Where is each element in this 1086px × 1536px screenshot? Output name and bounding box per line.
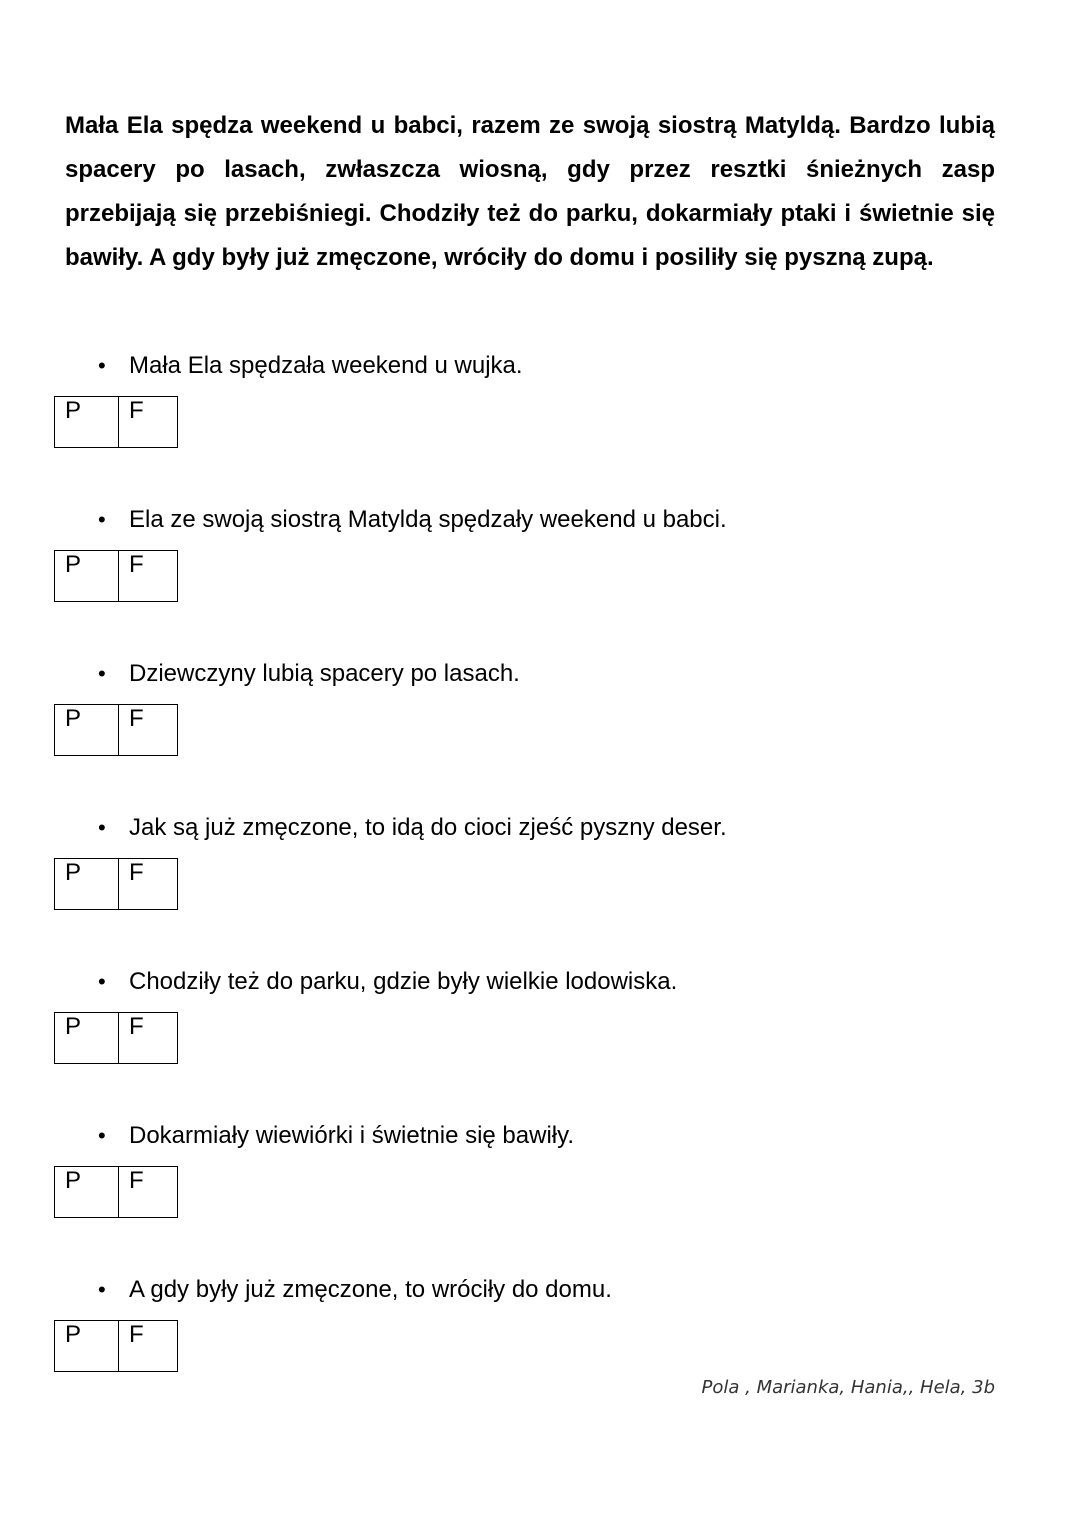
statement-text: Mała Ela spędzała weekend u wujka. xyxy=(129,352,523,379)
true-false-box xyxy=(54,1320,178,1372)
statement xyxy=(98,1272,612,1308)
bullet-icon: • xyxy=(98,507,106,532)
authors-signature: Pola , Marianka, Hania,, Hela, 3b xyxy=(701,1377,995,1398)
question-6 xyxy=(0,1118,1086,1218)
true-option[interactable]: P xyxy=(65,1013,82,1040)
statement xyxy=(98,810,727,846)
false-option[interactable]: F xyxy=(118,397,177,447)
question-1 xyxy=(0,348,1086,448)
true-false-box xyxy=(54,704,178,756)
statement-text: Chodziły też do parku, gdzie były wielkie lodowiska. xyxy=(129,968,678,995)
statement xyxy=(98,502,727,538)
true-option[interactable]: P xyxy=(65,397,82,424)
statement-text: Jak są już zmęczone, to idą do cioci zjeść pyszny deser. xyxy=(129,814,727,841)
true-false-box xyxy=(54,1012,178,1064)
true-option[interactable]: P xyxy=(65,1321,82,1348)
question-5 xyxy=(0,964,1086,1064)
true-option[interactable]: P xyxy=(65,551,82,578)
question-3 xyxy=(0,656,1086,756)
question-4 xyxy=(0,810,1086,910)
bullet-icon: • xyxy=(98,1123,106,1148)
bullet-icon: • xyxy=(98,815,106,840)
statement xyxy=(98,1118,574,1154)
question-7 xyxy=(0,1272,1086,1372)
false-option[interactable]: F xyxy=(118,859,177,909)
statement-text: Dziewczyny lubią spacery po lasach. xyxy=(129,660,520,687)
bullet-icon: • xyxy=(98,969,106,994)
statement xyxy=(98,964,677,1000)
false-option[interactable]: F xyxy=(118,551,177,601)
intro-paragraph: Mała Ela spędza weekend u babci, razem ze swoją siostrą Matyldą. Bardzo lubią spacery po lasach, zwłaszcza wiosną, gdy przez resztki śnieżnych zasp przebijają się przebiśniegi. Chodziły też do parku, dokarmiały ptaki i świetnie się bawiły. A gdy były już zmęczone, wróciły do domu i posiliły się pyszną zupą. xyxy=(65,112,995,271)
false-option[interactable]: F xyxy=(118,1321,177,1371)
false-option[interactable]: F xyxy=(118,1013,177,1063)
true-option[interactable]: P xyxy=(65,859,82,886)
true-false-box xyxy=(54,858,178,910)
true-false-box xyxy=(54,550,178,602)
bullet-icon: • xyxy=(98,1277,106,1302)
statement xyxy=(98,656,520,692)
statement-text: A gdy były już zmęczone, to wróciły do domu. xyxy=(129,1276,612,1303)
false-option[interactable]: F xyxy=(118,705,177,755)
statement xyxy=(98,348,523,384)
statement-text: Ela ze swoją siostrą Matyldą spędzały weekend u babci. xyxy=(129,506,727,533)
bullet-icon: • xyxy=(98,661,106,686)
true-option[interactable]: P xyxy=(65,705,82,732)
question-2 xyxy=(0,502,1086,602)
bullet-icon: • xyxy=(98,353,106,378)
true-false-box xyxy=(54,396,178,448)
false-option[interactable]: F xyxy=(118,1167,177,1217)
statement-text: Dokarmiały wiewiórki i świetnie się bawiły. xyxy=(129,1122,575,1149)
true-option[interactable]: P xyxy=(65,1167,82,1194)
true-false-box xyxy=(54,1166,178,1218)
